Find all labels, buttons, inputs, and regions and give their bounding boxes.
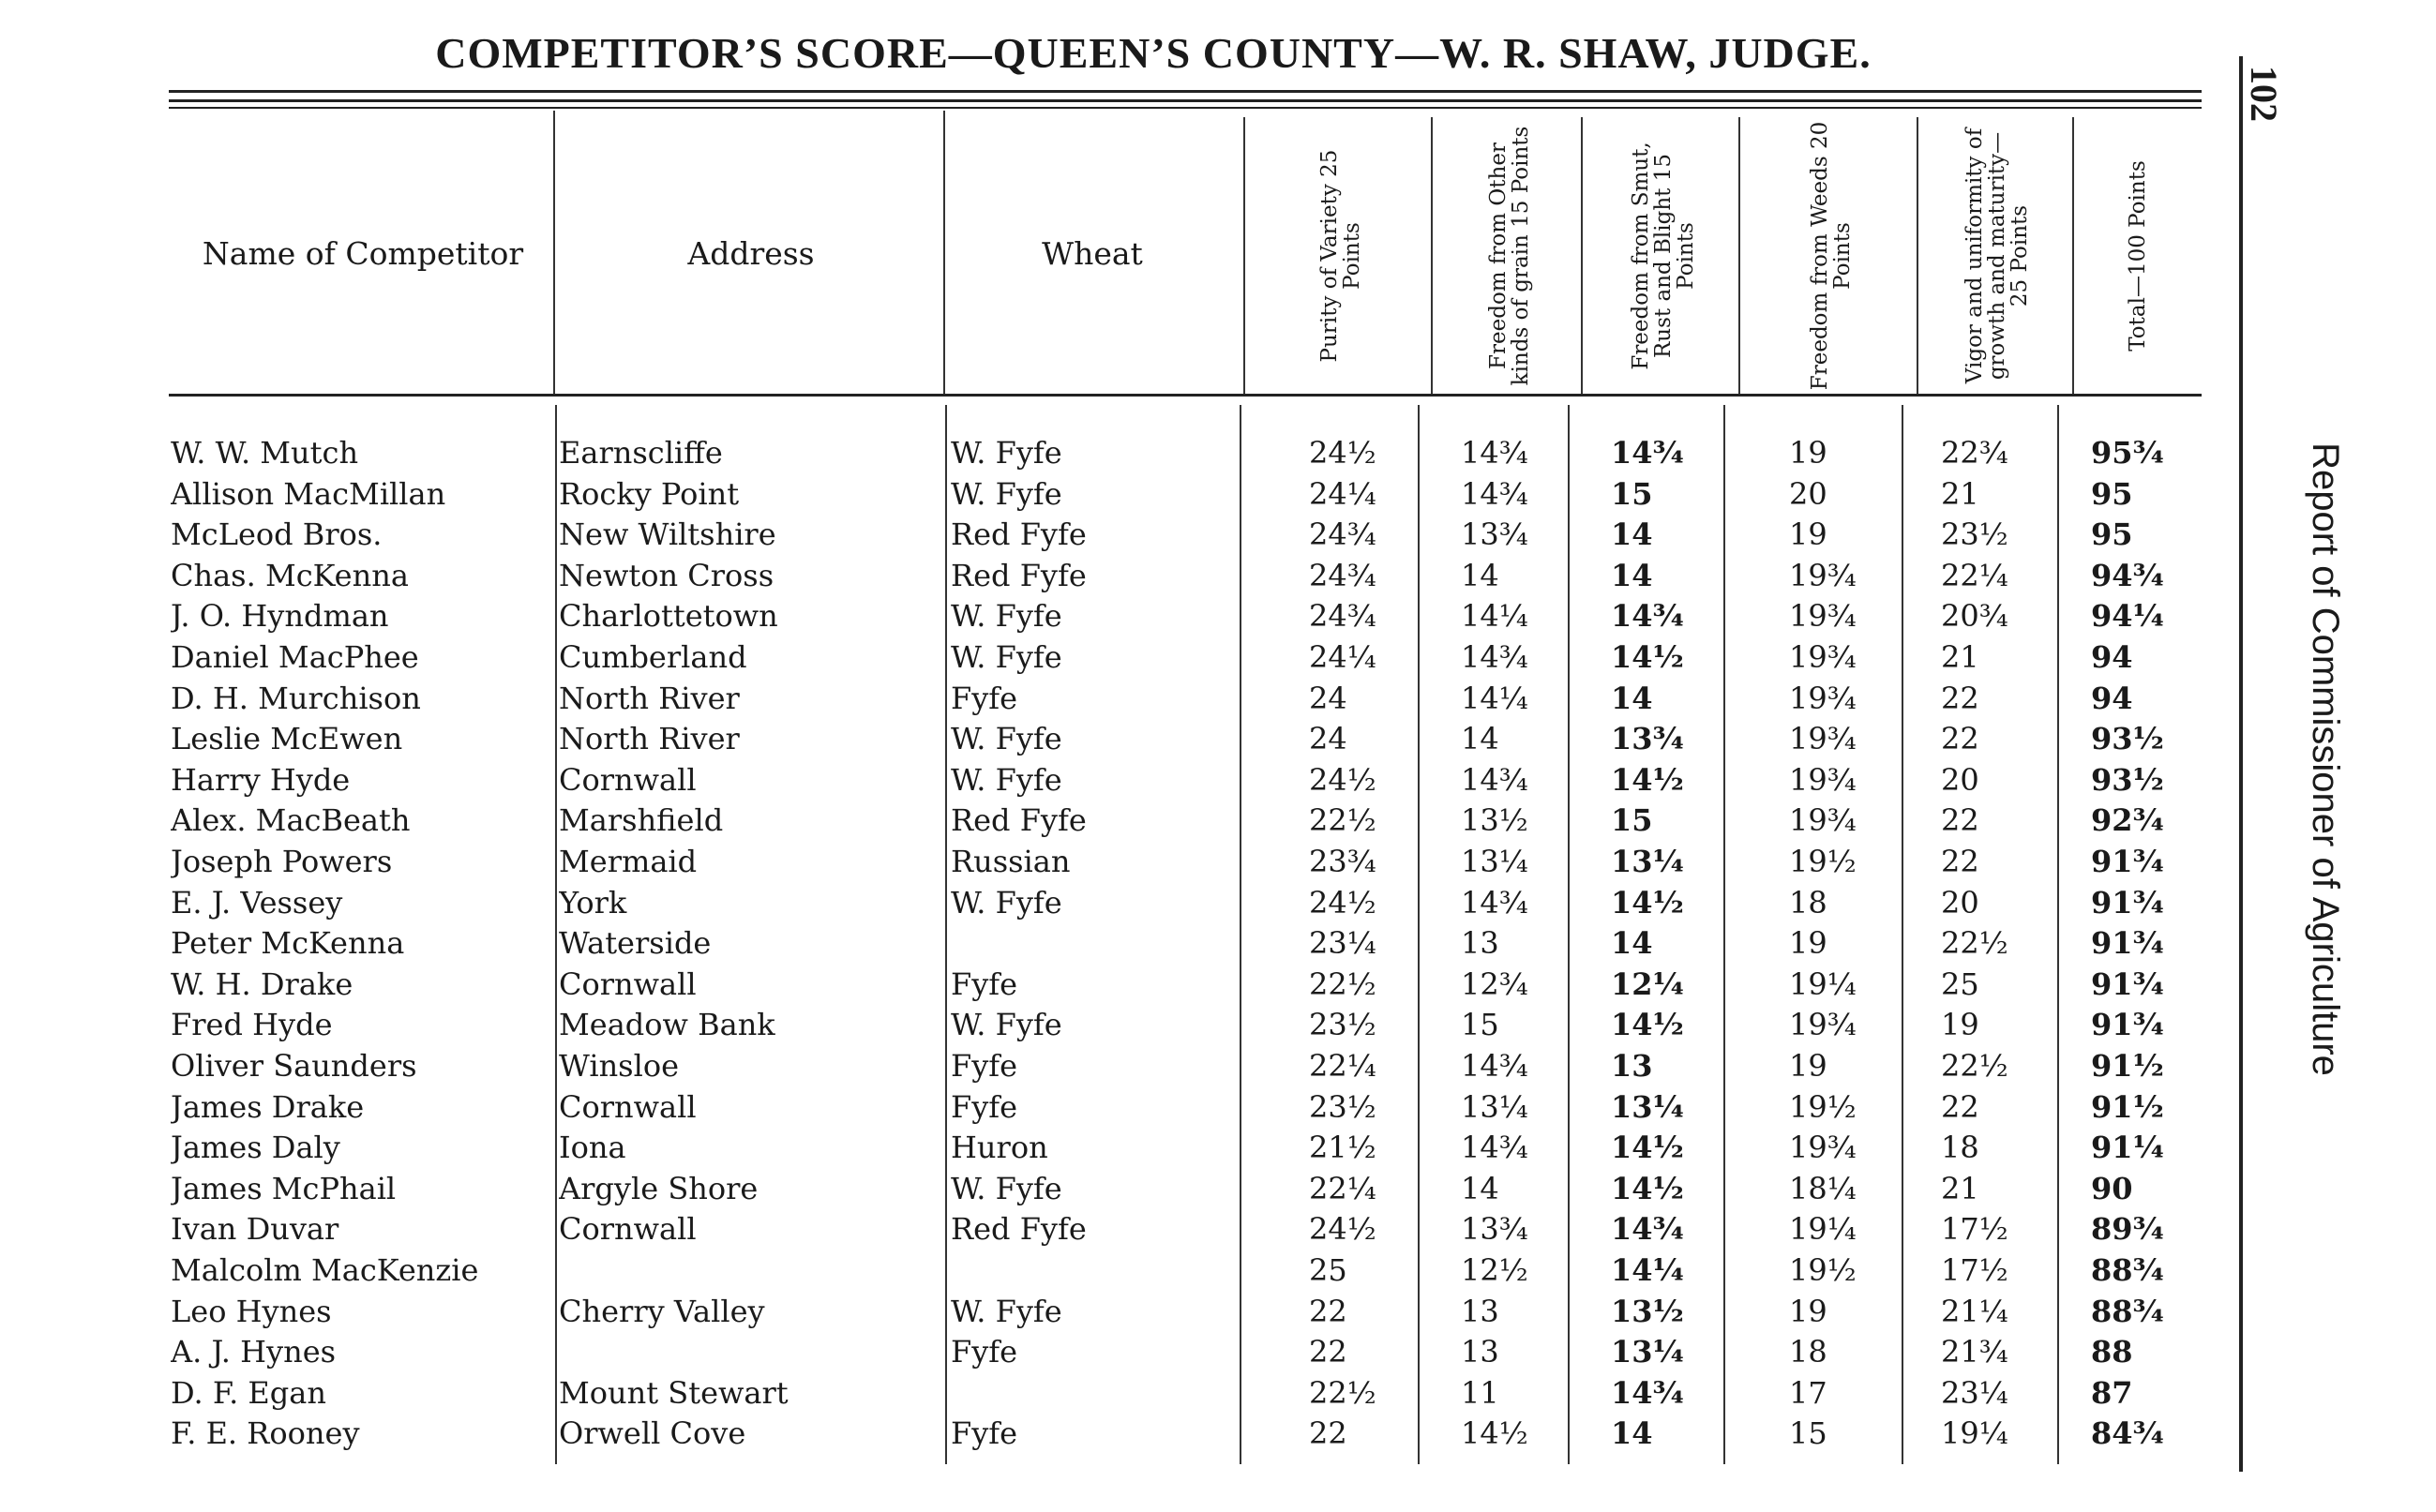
table-row	[0, 1046, 2213, 1086]
name-cell: James McPhail	[171, 1169, 553, 1209]
wheat-cell: Huron	[951, 1128, 1238, 1168]
header-weeds: Freedom from Weeds 20 Points	[1808, 121, 1855, 390]
vigor-cell: 17½	[1941, 1250, 2053, 1291]
address-cell: North River	[559, 679, 940, 719]
weeds-cell: 19¾	[1789, 637, 1902, 678]
table-row	[0, 515, 2213, 555]
smut-cell: 14½	[1611, 1169, 1742, 1209]
purity-cell: 24¾	[1309, 515, 1421, 555]
table-row	[0, 1169, 2213, 1209]
weeds-cell: 19½	[1789, 1087, 1902, 1128]
header-purity: Purity of Variety 25 Points	[1317, 149, 1364, 362]
table-row	[0, 1332, 2213, 1372]
address-cell: Argyle Shore	[559, 1169, 940, 1209]
total-cell: 89¾	[2091, 1209, 2203, 1250]
purity-cell: 24¼	[1309, 637, 1421, 678]
wheat-cell: Red Fyfe	[951, 1209, 1238, 1250]
other-grain-cell: 13¾	[1461, 515, 1573, 555]
name-cell: Daniel MacPhee	[171, 637, 553, 678]
other-grain-cell: 14¾	[1461, 1046, 1573, 1086]
address-cell	[559, 1250, 940, 1291]
name-cell: Leo Hynes	[171, 1292, 553, 1332]
vigor-cell: 21	[1941, 637, 2053, 678]
purity-cell: 22	[1309, 1292, 1421, 1332]
address-cell: Waterside	[559, 923, 940, 964]
smut-cell: 13½	[1611, 1292, 1742, 1332]
smut-cell: 13	[1611, 1046, 1742, 1086]
smut-cell: 14	[1611, 1414, 1742, 1454]
purity-cell: 22	[1309, 1332, 1421, 1372]
table-row	[0, 801, 2213, 841]
address-cell: Orwell Cove	[559, 1414, 940, 1454]
weeds-cell: 19	[1789, 515, 1902, 555]
header-vigor: Vigor and uniformity of growth and maturity—25 Points	[1962, 127, 2032, 383]
other-grain-cell: 13	[1461, 1332, 1573, 1372]
side-report-title: Report of Commissioner of Agriculture	[2305, 442, 2347, 1076]
total-cell: 95	[2091, 515, 2203, 555]
wheat-cell	[951, 923, 1238, 964]
name-cell: James Daly	[171, 1128, 553, 1168]
header-smut: Freedom from Smut, Rust and Blight 15 Points	[1629, 141, 1698, 370]
col-line	[1243, 117, 1245, 394]
table-row	[0, 883, 2213, 923]
vigor-cell: 23¼	[1941, 1373, 2053, 1414]
purity-cell: 24¾	[1309, 556, 1421, 596]
name-cell: Harry Hyde	[171, 760, 553, 801]
weeds-cell: 17	[1789, 1373, 1902, 1414]
name-cell: Fred Hyde	[171, 1005, 553, 1045]
name-cell: Peter McKenna	[171, 923, 553, 964]
header-top-rule-3	[169, 107, 2202, 109]
name-cell: D. F. Egan	[171, 1373, 553, 1414]
address-cell: Cumberland	[559, 637, 940, 678]
other-grain-cell: 13	[1461, 923, 1573, 964]
smut-cell: 14	[1611, 515, 1742, 555]
wheat-cell: W. Fyfe	[951, 760, 1238, 801]
address-cell: Cornwall	[559, 1209, 940, 1250]
col-line	[1581, 117, 1583, 394]
weeds-cell: 19	[1789, 433, 1902, 473]
wheat-cell: W. Fyfe	[951, 883, 1238, 923]
table-row	[0, 760, 2213, 801]
wheat-cell: W. Fyfe	[951, 1292, 1238, 1332]
name-cell: Ivan Duvar	[171, 1209, 553, 1250]
wheat-cell: Red Fyfe	[951, 556, 1238, 596]
weeds-cell: 19	[1789, 1292, 1902, 1332]
vigor-cell: 20¾	[1941, 596, 2053, 636]
purity-cell: 24½	[1309, 760, 1421, 801]
other-grain-cell: 14¾	[1461, 433, 1573, 473]
vigor-cell: 18	[1941, 1128, 2053, 1168]
table-row	[0, 923, 2213, 964]
total-cell: 84¾	[2091, 1414, 2203, 1454]
side-divider	[2239, 56, 2243, 1472]
weeds-cell: 19	[1789, 923, 1902, 964]
address-cell: Iona	[559, 1128, 940, 1168]
header-other-grain: Freedom from Other kinds of grain 15 Points	[1486, 126, 1533, 385]
smut-cell: 13¼	[1611, 1332, 1742, 1372]
other-grain-cell: 11	[1461, 1373, 1573, 1414]
other-grain-cell: 13	[1461, 1292, 1573, 1332]
smut-cell: 14½	[1611, 760, 1742, 801]
smut-cell: 15	[1611, 474, 1742, 515]
table-row	[0, 1128, 2213, 1168]
address-cell: Charlottetown	[559, 596, 940, 636]
other-grain-cell: 14¼	[1461, 679, 1573, 719]
wheat-cell: W. Fyfe	[951, 433, 1238, 473]
table-row	[0, 719, 2213, 759]
name-cell: Malcolm MacKenzie	[171, 1250, 553, 1291]
vigor-cell: 22¼	[1941, 556, 2053, 596]
other-grain-cell: 14	[1461, 556, 1573, 596]
wheat-cell: Fyfe	[951, 1332, 1238, 1372]
vigor-cell: 22½	[1941, 1046, 2053, 1086]
wheat-cell: Red Fyfe	[951, 515, 1238, 555]
table-row	[0, 637, 2213, 678]
smut-cell: 15	[1611, 801, 1742, 841]
header-wheat: Wheat	[1042, 234, 1143, 272]
vigor-cell: 19¼	[1941, 1414, 2053, 1454]
table-row	[0, 1250, 2213, 1291]
other-grain-cell: 14¾	[1461, 637, 1573, 678]
weeds-cell: 18	[1789, 883, 1902, 923]
address-cell: Mermaid	[559, 842, 940, 882]
vigor-cell: 20	[1941, 883, 2053, 923]
total-cell: 91¾	[2091, 883, 2203, 923]
address-cell: Cherry Valley	[559, 1292, 940, 1332]
col-line	[1431, 117, 1433, 394]
total-cell: 88¾	[2091, 1250, 2203, 1291]
vigor-cell: 21¾	[1941, 1332, 2053, 1372]
other-grain-cell: 12½	[1461, 1250, 1573, 1291]
header-address: Address	[687, 234, 815, 272]
other-grain-cell: 14¾	[1461, 1128, 1573, 1168]
wheat-cell: W. Fyfe	[951, 1169, 1238, 1209]
table-row	[0, 1005, 2213, 1045]
smut-cell: 14¾	[1611, 1373, 1742, 1414]
purity-cell: 25	[1309, 1250, 1421, 1291]
smut-cell: 14½	[1611, 883, 1742, 923]
wheat-cell: Fyfe	[951, 679, 1238, 719]
address-cell: York	[559, 883, 940, 923]
address-cell	[559, 1332, 940, 1372]
other-grain-cell: 13½	[1461, 801, 1573, 841]
other-grain-cell: 14½	[1461, 1414, 1573, 1454]
wheat-cell: Fyfe	[951, 965, 1238, 1005]
table-row	[0, 1087, 2213, 1128]
wheat-cell: Russian	[951, 842, 1238, 882]
wheat-cell: W. Fyfe	[951, 1005, 1238, 1045]
name-cell: James Drake	[171, 1087, 553, 1128]
vigor-cell: 21¼	[1941, 1292, 2053, 1332]
purity-cell: 24¾	[1309, 596, 1421, 636]
other-grain-cell: 15	[1461, 1005, 1573, 1045]
total-cell: 91¾	[2091, 965, 2203, 1005]
purity-cell: 22½	[1309, 801, 1421, 841]
purity-cell: 24	[1309, 719, 1421, 759]
weeds-cell: 18	[1789, 1332, 1902, 1372]
other-grain-cell: 14	[1461, 1169, 1573, 1209]
page-title: COMPETITOR’S SCORE—QUEEN’S COUNTY—W. R. SHAW, JUDGE.	[435, 29, 1872, 77]
name-cell: A. J. Hynes	[171, 1332, 553, 1372]
weeds-cell: 19¾	[1789, 679, 1902, 719]
weeds-cell: 19¾	[1789, 760, 1902, 801]
other-grain-cell: 12¾	[1461, 965, 1573, 1005]
smut-cell: 13¾	[1611, 719, 1742, 759]
other-grain-cell: 13¼	[1461, 1087, 1573, 1128]
header-top-rule	[169, 90, 2202, 93]
name-cell: W. H. Drake	[171, 965, 553, 1005]
weeds-cell: 19½	[1789, 1250, 1902, 1291]
weeds-cell: 19¾	[1789, 596, 1902, 636]
table-row	[0, 433, 2213, 473]
total-cell: 88¾	[2091, 1292, 2203, 1332]
weeds-cell: 19¾	[1789, 1005, 1902, 1045]
name-cell: Chas. McKenna	[171, 556, 553, 596]
smut-cell: 13¼	[1611, 842, 1742, 882]
total-cell: 92¾	[2091, 801, 2203, 841]
weeds-cell: 19½	[1789, 842, 1902, 882]
col-line	[943, 111, 945, 394]
total-cell: 91¼	[2091, 1128, 2203, 1168]
total-cell: 91¾	[2091, 1005, 2203, 1045]
total-cell: 88	[2091, 1332, 2203, 1372]
purity-cell: 22½	[1309, 965, 1421, 1005]
side-page-number: 102	[2243, 66, 2286, 122]
wheat-cell: W. Fyfe	[951, 474, 1238, 515]
weeds-cell: 19¼	[1789, 965, 1902, 1005]
wheat-cell	[951, 1373, 1238, 1414]
name-cell: D. H. Murchison	[171, 679, 553, 719]
smut-cell: 14	[1611, 679, 1742, 719]
smut-cell: 14	[1611, 923, 1742, 964]
smut-cell: 13¼	[1611, 1087, 1742, 1128]
purity-cell: 24½	[1309, 1209, 1421, 1250]
address-cell: Cornwall	[559, 760, 940, 801]
smut-cell: 12¼	[1611, 965, 1742, 1005]
other-grain-cell: 14¾	[1461, 474, 1573, 515]
total-cell: 87	[2091, 1373, 2203, 1414]
total-cell: 94¼	[2091, 596, 2203, 636]
purity-cell: 24½	[1309, 883, 1421, 923]
vigor-cell: 22	[1941, 801, 2053, 841]
address-cell: Winsloe	[559, 1046, 940, 1086]
table-row	[0, 679, 2213, 719]
name-cell: McLeod Bros.	[171, 515, 553, 555]
smut-cell: 14½	[1611, 1128, 1742, 1168]
table-row	[0, 596, 2213, 636]
total-cell: 91½	[2091, 1046, 2203, 1086]
vigor-cell: 25	[1941, 965, 2053, 1005]
name-cell: Leslie McEwen	[171, 719, 553, 759]
total-cell: 94¾	[2091, 556, 2203, 596]
vigor-cell: 22	[1941, 842, 2053, 882]
smut-cell: 14¾	[1611, 433, 1742, 473]
table-row	[0, 556, 2213, 596]
purity-cell: 22½	[1309, 1373, 1421, 1414]
address-cell: Cornwall	[559, 1087, 940, 1128]
name-cell: Joseph Powers	[171, 842, 553, 882]
vigor-cell: 23½	[1941, 515, 2053, 555]
total-cell: 94	[2091, 679, 2203, 719]
table-row	[0, 1414, 2213, 1454]
name-cell: J. O. Hyndman	[171, 596, 553, 636]
weeds-cell: 19¾	[1789, 801, 1902, 841]
vigor-cell: 19	[1941, 1005, 2053, 1045]
purity-cell: 23¾	[1309, 842, 1421, 882]
total-cell: 93½	[2091, 719, 2203, 759]
purity-cell: 22¼	[1309, 1046, 1421, 1086]
vigor-cell: 17½	[1941, 1209, 2053, 1250]
purity-cell: 21½	[1309, 1128, 1421, 1168]
address-cell: Newton Cross	[559, 556, 940, 596]
smut-cell: 14½	[1611, 1005, 1742, 1045]
vigor-cell: 21	[1941, 1169, 2053, 1209]
total-cell: 91¾	[2091, 923, 2203, 964]
col-line	[553, 111, 555, 394]
purity-cell: 24¼	[1309, 474, 1421, 515]
header-bottom-rule	[169, 394, 2202, 397]
table-row	[0, 965, 2213, 1005]
weeds-cell: 19	[1789, 1046, 1902, 1086]
purity-cell: 24½	[1309, 433, 1421, 473]
weeds-cell: 19¼	[1789, 1209, 1902, 1250]
header-top-rule-2	[169, 99, 2202, 102]
table-row	[0, 474, 2213, 515]
purity-cell: 22	[1309, 1414, 1421, 1454]
address-cell: Earnscliffe	[559, 433, 940, 473]
name-cell: F. E. Rooney	[171, 1414, 553, 1454]
other-grain-cell: 14¼	[1461, 596, 1573, 636]
col-line	[1917, 117, 1918, 394]
weeds-cell: 18¼	[1789, 1169, 1902, 1209]
weeds-cell: 15	[1789, 1414, 1902, 1454]
wheat-cell: Fyfe	[951, 1046, 1238, 1086]
total-cell: 90	[2091, 1169, 2203, 1209]
weeds-cell: 19¾	[1789, 1128, 1902, 1168]
purity-cell: 23¼	[1309, 923, 1421, 964]
col-line	[1738, 117, 1740, 394]
address-cell: Mount Stewart	[559, 1373, 940, 1414]
vigor-cell: 22	[1941, 679, 2053, 719]
smut-cell: 14¾	[1611, 596, 1742, 636]
weeds-cell: 20	[1789, 474, 1902, 515]
wheat-cell: Fyfe	[951, 1087, 1238, 1128]
name-cell: E. J. Vessey	[171, 883, 553, 923]
name-cell: Allison MacMillan	[171, 474, 553, 515]
smut-cell: 14¼	[1611, 1250, 1742, 1291]
address-cell: Rocky Point	[559, 474, 940, 515]
table-row	[0, 842, 2213, 882]
smut-cell: 14¾	[1611, 1209, 1742, 1250]
name-cell: Oliver Saunders	[171, 1046, 553, 1086]
name-cell: W. W. Mutch	[171, 433, 553, 473]
vigor-cell: 22	[1941, 719, 2053, 759]
wheat-cell: W. Fyfe	[951, 596, 1238, 636]
other-grain-cell: 13¼	[1461, 842, 1573, 882]
other-grain-cell: 14¾	[1461, 760, 1573, 801]
other-grain-cell: 14¾	[1461, 883, 1573, 923]
total-cell: 95	[2091, 474, 2203, 515]
other-grain-cell: 13¾	[1461, 1209, 1573, 1250]
table-row	[0, 1209, 2213, 1250]
purity-cell: 24	[1309, 679, 1421, 719]
vigor-cell: 22	[1941, 1087, 2053, 1128]
purity-cell: 23½	[1309, 1087, 1421, 1128]
weeds-cell: 19¾	[1789, 556, 1902, 596]
wheat-cell: W. Fyfe	[951, 719, 1238, 759]
wheat-cell	[951, 1250, 1238, 1291]
total-cell: 94	[2091, 637, 2203, 678]
wheat-cell: Red Fyfe	[951, 801, 1238, 841]
smut-cell: 14	[1611, 556, 1742, 596]
total-cell: 95¾	[2091, 433, 2203, 473]
table-row	[0, 1373, 2213, 1414]
header-name: Name of Competitor	[202, 234, 524, 272]
purity-cell: 23½	[1309, 1005, 1421, 1045]
total-cell: 93½	[2091, 760, 2203, 801]
address-cell: Marshfield	[559, 801, 940, 841]
purity-cell: 22¼	[1309, 1169, 1421, 1209]
vigor-cell: 20	[1941, 760, 2053, 801]
vigor-cell: 22¾	[1941, 433, 2053, 473]
table-row	[0, 1292, 2213, 1332]
col-line	[2072, 117, 2074, 394]
total-cell: 91¾	[2091, 842, 2203, 882]
total-cell: 91½	[2091, 1087, 2203, 1128]
address-cell: New Wiltshire	[559, 515, 940, 555]
vigor-cell: 21	[1941, 474, 2053, 515]
header-total: Total—100 Points	[2126, 159, 2150, 352]
other-grain-cell: 14	[1461, 719, 1573, 759]
wheat-cell: Fyfe	[951, 1414, 1238, 1454]
weeds-cell: 19¾	[1789, 719, 1902, 759]
name-cell: Alex. MacBeath	[171, 801, 553, 841]
smut-cell: 14½	[1611, 637, 1742, 678]
wheat-cell: W. Fyfe	[951, 637, 1238, 678]
address-cell: North River	[559, 719, 940, 759]
address-cell: Cornwall	[559, 965, 940, 1005]
address-cell: Meadow Bank	[559, 1005, 940, 1045]
vigor-cell: 22½	[1941, 923, 2053, 964]
